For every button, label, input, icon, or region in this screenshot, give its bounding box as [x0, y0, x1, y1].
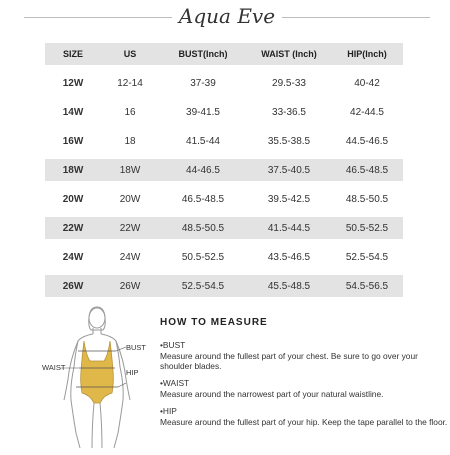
cell-hip: 50.5-52.5 [331, 217, 403, 239]
measure-bust-label: •BUST [160, 340, 186, 350]
table-row [45, 275, 403, 297]
cell-hip: 44.5-46.5 [345, 135, 389, 147]
divider-right [282, 17, 430, 18]
divider-left [24, 17, 172, 18]
cell-us: 20W [119, 193, 141, 205]
cell-us: 12-14 [117, 77, 143, 89]
cell-bust: 39-41.5 [186, 106, 220, 118]
cell-us: 24W [119, 251, 141, 263]
measure-hip-label: •HIP [160, 406, 177, 416]
cell-us: 26W [101, 275, 159, 297]
brand-logo: Aqua Eve [178, 4, 276, 28]
figure-label-bust: BUST [126, 343, 147, 352]
cell-us: 16 [124, 106, 136, 118]
measure-waist-text: Measure around the narrowest part of your natural waistline. [160, 388, 384, 399]
measure-waist-label: •WAIST [160, 378, 190, 388]
measure-bust [160, 340, 450, 372]
cell-size: 26W [45, 275, 101, 297]
header-bust: BUST(Inch) [159, 43, 247, 65]
header-waist: WAIST (Inch) [247, 43, 331, 65]
cell-bust: 41.5-44 [186, 135, 220, 147]
cell-hip: 54.5-56.5 [331, 275, 403, 297]
header-hip: HIP(Inch) [331, 43, 403, 65]
cell-hip: 46.5-48.5 [331, 159, 403, 181]
cell-waist: 35.5-38.5 [267, 135, 311, 147]
cell-bust: 46.5-48.5 [181, 193, 225, 205]
figure-label-waist: WAIST [42, 363, 66, 372]
cell-size: 24W [62, 251, 84, 263]
cell-hip: 42-44.5 [350, 106, 384, 118]
table-row [45, 246, 403, 268]
body-outline-icon [40, 305, 155, 450]
measure-hip [160, 406, 450, 427]
brand-header [0, 4, 450, 30]
cell-bust: 52.5-54.5 [159, 275, 247, 297]
cell-us: 18W [101, 159, 159, 181]
table-row [45, 159, 403, 181]
cell-waist: 43.5-46.5 [267, 251, 311, 263]
cell-hip: 48.5-50.5 [345, 193, 389, 205]
header-size: SIZE [45, 43, 101, 65]
cell-bust: 37-39 [190, 77, 216, 89]
cell-waist: 41.5-44.5 [247, 217, 331, 239]
cell-size: 20W [62, 193, 84, 205]
table-row [45, 188, 403, 210]
cell-us: 18 [124, 135, 136, 147]
cell-bust: 50.5-52.5 [181, 251, 225, 263]
cell-waist: 37.5-40.5 [247, 159, 331, 181]
table-row [45, 101, 403, 123]
figure-label-hip: HIP [126, 368, 139, 377]
table-row [45, 130, 403, 152]
cell-waist: 33-36.5 [272, 106, 306, 118]
cell-waist: 29.5-33 [272, 77, 306, 89]
cell-size: 12W [62, 77, 84, 89]
cell-size: 16W [62, 135, 84, 147]
measure-bust-text: Measure around the fullest part of your chest. Be sure to go over your shoulder blades. [160, 350, 418, 371]
table-row [45, 72, 403, 94]
cell-size: 14W [62, 106, 84, 118]
cell-waist: 45.5-48.5 [247, 275, 331, 297]
table-row [45, 217, 403, 239]
measure-waist [160, 378, 450, 399]
header-us: US [101, 43, 159, 65]
measure-figure [40, 305, 155, 450]
cell-hip: 52.5-54.5 [345, 251, 389, 263]
cell-hip: 40-42 [354, 77, 380, 89]
cell-waist: 39.5-42.5 [267, 193, 311, 205]
cell-us: 22W [101, 217, 159, 239]
cell-bust: 44-46.5 [159, 159, 247, 181]
cell-bust: 48.5-50.5 [159, 217, 247, 239]
how-to-measure-title: HOW TO MEASURE [160, 317, 268, 328]
cell-size: 18W [45, 159, 101, 181]
table-header-row [45, 43, 403, 65]
cell-size: 22W [45, 217, 101, 239]
size-chart-table [45, 36, 403, 304]
measure-hip-text: Measure around the fullest part of your hip. Keep the tape parallel to the floor. [160, 416, 448, 427]
